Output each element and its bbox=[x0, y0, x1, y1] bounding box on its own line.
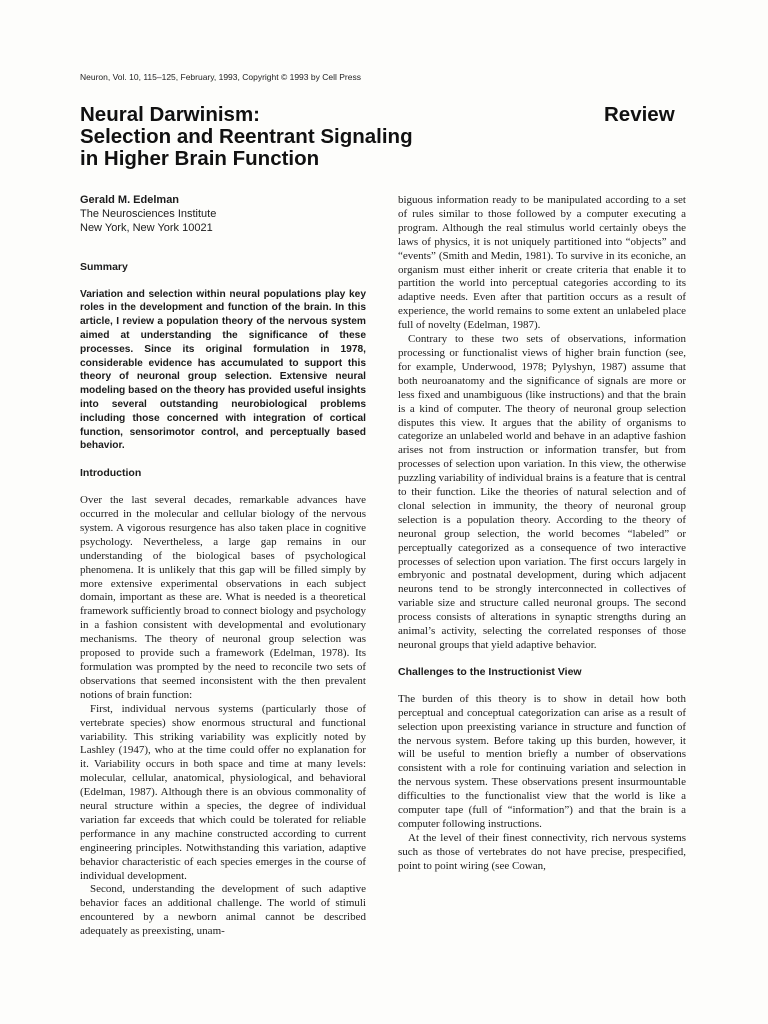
challenges-heading: Challenges to the Instructionist View bbox=[398, 665, 582, 678]
intro-paragraph-3-continued: biguous information ready to be manipulated according to a set of rules similar to those followed by a computer executing a program. Although the real stimulus world certainly obeys the laws of physics, it is not uniquely partitioned into “objects” and “events” (Smith and Medin, 1981). To survive in its econiche, an organism must either inherit or create criteria that enable it to partition the world into perceptual categories according to its adaptive needs. Even after that partition occurs as a result of experience, the world remains to some extent an unlabeled place full of novelty (Edelman, 1987). bbox=[398, 194, 686, 332]
title-line-3: in Higher Brain Function bbox=[80, 147, 320, 170]
introduction-heading: Introduction bbox=[80, 467, 142, 480]
challenges-paragraph-2: At the level of their finest connectivity, rich nervous systems such as those of vertebrates do not have precise, prespecified, point to point wiring (see Cowan, bbox=[398, 831, 686, 872]
intro-paragraph-4: Contrary to these two sets of observations, information processing or functionalist views of higher brain function (see, for example, Underwood, 1978; Pylyshyn, 1987) assume that both neuroanatomy and the significance of signals are more or less fixed and unambiguous (like instructions) and that the brain is a kind of computer. The theory of neuronal group selection disputes this view. It argues that the ability of organisms to categorize an unlabeled world and behave in an adaptive fashion arises not from instruction or information transfer, but from processes of selection upon variation. In this view, the otherwise puzzling variability of individual brains is a feature that is central to their function. Like the theories of natural selection and of clonal selection in immunity, the theory of neuronal group selection is a population theory. According to the theory of neuronal group selection, the world becomes “labeled” or perceptually categorized as a consequence of two interactive processes of selection upon variation. The first occurs largely in embryonic and postnatal development, during which adjacent neurons tend to be strongly interconnected in collectives of variable size and structure called neuronal groups. The second process consists of alterations in synaptic strengths during an animal’s activity, selecting the correlated responses of those neuronal groups that yield adaptive behavior. bbox=[398, 333, 686, 651]
left-column bbox=[80, 194, 366, 939]
author-location: New York, New York 10021 bbox=[80, 221, 213, 234]
right-column bbox=[398, 194, 686, 874]
author-block bbox=[80, 194, 366, 236]
intro-paragraph-3: Second, understanding the development of such adaptive behavior faces an additional challenge. The world of stimuli encountered by a newborn animal cannot be described adequately as preexisting, unam- bbox=[80, 883, 366, 938]
article-type-label: Review bbox=[604, 103, 675, 126]
intro-paragraph-1: Over the last several decades, remarkable advances have occurred in the molecular and cellular biology of the nervous system. A vigorous resurgence has also taken place in cognitive psychology. Nevertheless, a large gap remains in our understanding of the biological bases of psychological phenomena. It is unlikely that this gap will be filled simply by more extensive experimental observations in each subject domain, important as these are. What is needed is a theoretical framework sufficiently broad to connect biology and psychology in a fashion consistent with developmental and evolutionary mechanisms. The theory of neuronal group selection was proposed to provide such a framework (Edelman, 1978). Its formulation was prompted by the need to reconcile two sets of observations that seemed inconsistent with the then prevalent notions of brain function: bbox=[80, 494, 366, 701]
summary-text: Variation and selection within neural populations play key roles in the development and function of the brain. In this article, I review a population theory of the nervous system aimed at understanding the significance of these processes. Since its original formulation in 1978, considerable evidence has accumulated to support this theory of neuronal group selection. Extensive neural modeling based on the theory has provided useful insights into several outstanding neurobiological problems including those concerned with integration of cortical function, sensorimotor control, and perceptually based behavior. bbox=[80, 288, 366, 452]
journal-citation: Neuron, Vol. 10, 115–125, February, 1993, Copyright © 1993 by Cell Press bbox=[80, 72, 361, 82]
author-name: Gerald M. Edelman bbox=[80, 194, 180, 206]
title-line-1: Neural Darwinism: bbox=[80, 103, 260, 126]
challenges-paragraph-1: The burden of this theory is to show in detail how both perceptual and conceptual categorization can arise as a result of selection upon preexisting variance in structure and function of the nervous system. Before taking up this burden, however, it will be useful to mention briefly a number of observations consistent with a role for continuing variation and selection in the nervous system. These observations present insurmountable difficulties to the functionalist view that the world is like a computer tape (full of “information”) and that the brain is a computer following instructions. bbox=[398, 692, 686, 830]
author-institution: The Neurosciences Institute bbox=[80, 207, 217, 220]
summary-heading: Summary bbox=[80, 260, 128, 273]
title-line-2: Selection and Reentrant Signaling bbox=[80, 125, 413, 148]
article-title bbox=[80, 104, 540, 170]
intro-paragraph-2: First, individual nervous systems (particularly those of vertebrate species) show enormous structural and functional variability. This striking variability was explicitly noted by Lashley (1947), who at the time could offer no explanation for it. Variability occurs in both space and time at many levels: molecular, cellular, anatomical, physiological, and behavioral (Edelman, 1987). Although there is an obvious commonality of neural structure within a species, the degree of individual variation far exceeds that which could be tolerated for reliable performance in any machine constructed according to current engineering principles. Notwithstanding this variation, adaptive behavior characteristic of each species emerges in the course of individual development. bbox=[80, 702, 366, 882]
